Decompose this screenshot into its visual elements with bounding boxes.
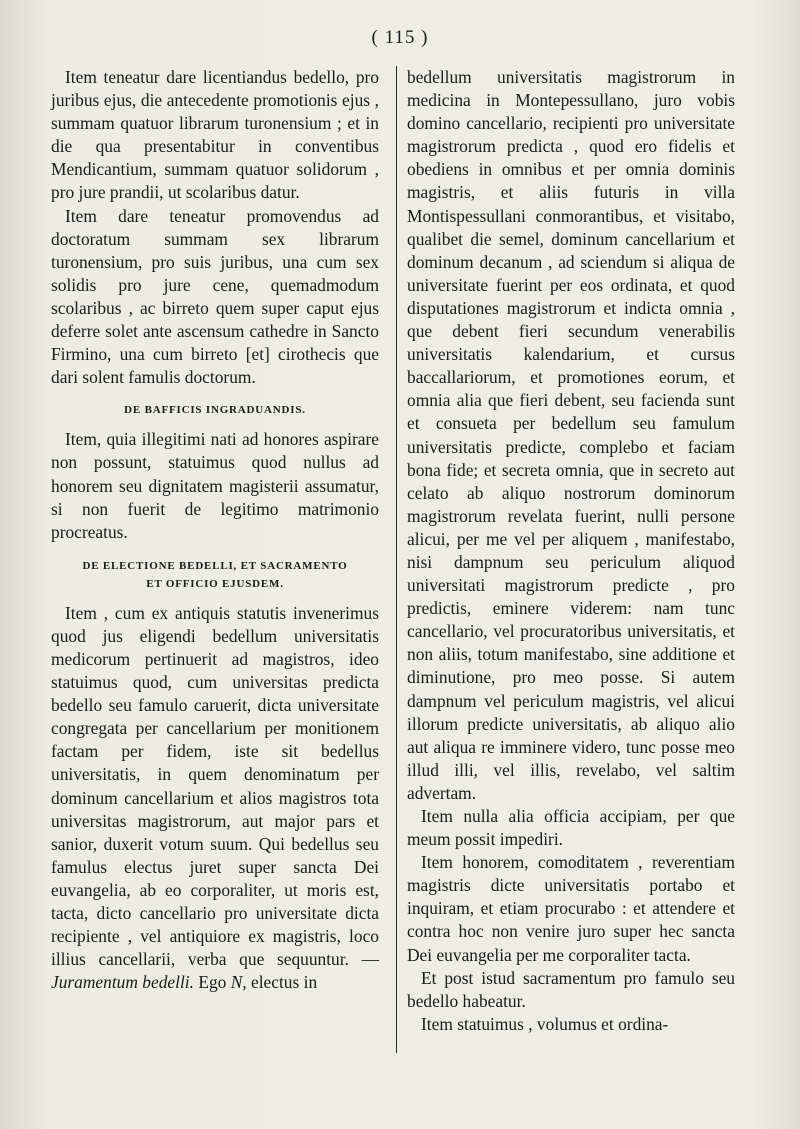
paragraph: Item teneatur dare licentiandus bedello, pro juribus ejus, die antecedente promotionis ejus , summam quatuor librarum turonensium ; et in die qua presentabitur in conventibus Mendicantium, summam quatuor solidorum , pro jure prandii, ut scolaribus datur. [51, 67, 379, 203]
section-heading [51, 557, 379, 593]
paragraph: Item dare teneatur promovendus ad doctoratum summam sex librarum turonensium, pro suis juribus, una cum sex solidis pro jure cene, quemadmodum scolaribus , ac birreto quem super caput ejus deferre solet ante ascensum cathedre in Sancto Firmino, una cum birreto [et] cirothecis que dari solent famulis doctorum. [51, 205, 379, 388]
paragraph: Item nulla alia officia accipiam, per que meum possit impediri. [407, 806, 735, 850]
paragraph-text: electus in [246, 972, 318, 993]
paragraph: Item honorem, comoditatem , reverentiam magistris dicte universitatis portabo et inquiram, et etiam procurabo : et attendere et contra hoc non venire juro super hec sancta Dei euvangelia per me corporaliter tacta. [407, 852, 735, 965]
italic-name: N, [230, 972, 247, 993]
section-heading: DE BAFFICIS INGRADUANDIS. [124, 404, 306, 417]
paragraph-text: Item , cum ex antiquis statutis invenerimus quod jus eligendi bedellum universitatis medicorum pertinuerit ad magistros, ideo statuimus quod, cum universitas predicta bedello seu famulo caruerit, dicta universitate congregata per cancellarium per monitionem factam per fidem, iste sit bedellus universitatis, in quem denominatum per dominum cancellarium et alios magistros tota universitas magistrorum, aut major pars et sanior, duxerit votum suum. Qui bedellus seu famulus electus juret super sancta Dei euvangelia, ab eo corporaliter, ut moris est, tacta, dicto cancellario pro universitate dicta recipiente , vel antiquiore ex magistris, loco illius cancellarii, verba que sequuntur. — [51, 602, 379, 970]
italic-heading: Juramentum bedelli. [51, 972, 194, 993]
page-number: ( 115 ) [371, 27, 429, 48]
left-column [51, 66, 379, 994]
paragraph: bedellum universitatis magistrorum in medicina in Montepessullano, juro vobis domino cancellario, recipienti pro universitate magistrorum predicta , quod ero fidelis et obediens in omnibus et per omnia dominis magistris, et aliis futuris in villa Montispessullani conmorantibus, et visitabo, qualibet die semel, dominum cancellarium et dominum decanum , ad sciendum si aliqua de universitate fuerint per eos ordinata, et quod disputationes magistrorum et indicta omnia , que debent fieri secundum venerabilis universitatis kalendarium, et cursus baccallariorum, et promotiones eorum, et omnia alia que fieri debent, seu facienda sunt et consueta per bedellum seu famulum universitatis predicte, complebo et faciam bona fide; et secreta omnia, que in secreto aut celato ab aliquo nostrorum dominorum magistrorum revelata fuerint, nulli persone alicui, per me vel per aliquem , manifestabo, nisi dampnum seu periculum aliquod universitati magistrorum predicte , pro predictis, eminere viderem: nam tunc cancellario, vel procuratoribus universitatis, et non aliis, totum manifestabo, sine additione et diminutione, pro meo posse. Si autem dampnum vel periculum magistris, vel alicui illorum predicte universitatis, ab aliquo alio aut aliqua re imminere videro, tunc posse meo illud illi, vel illis, revelabo, vel saltim advertam. [407, 67, 735, 803]
heading-line: ET OFFICIO EJUSDEM. [146, 577, 284, 590]
paragraph: Item statuimus , volumus et ordina- [421, 1013, 669, 1034]
paragraph: Item, quia illegitimi nati ad honores aspirare non possunt, statuimus quod nullus ad honorem seu dignitatem magisterii assumatur, si non fuerit de legitimo matrimonio procreatus. [51, 429, 379, 542]
paragraph-text: Ego [193, 972, 231, 993]
right-column [407, 66, 735, 1036]
paragraph [51, 602, 379, 995]
paragraph: Et post istud sacramentum pro famulo seu bedello habeatur. [407, 967, 735, 1011]
heading-line: DE ELECTIONE BEDELLI, ET SACRAMENTO [82, 559, 348, 572]
column-divider [396, 66, 397, 1053]
